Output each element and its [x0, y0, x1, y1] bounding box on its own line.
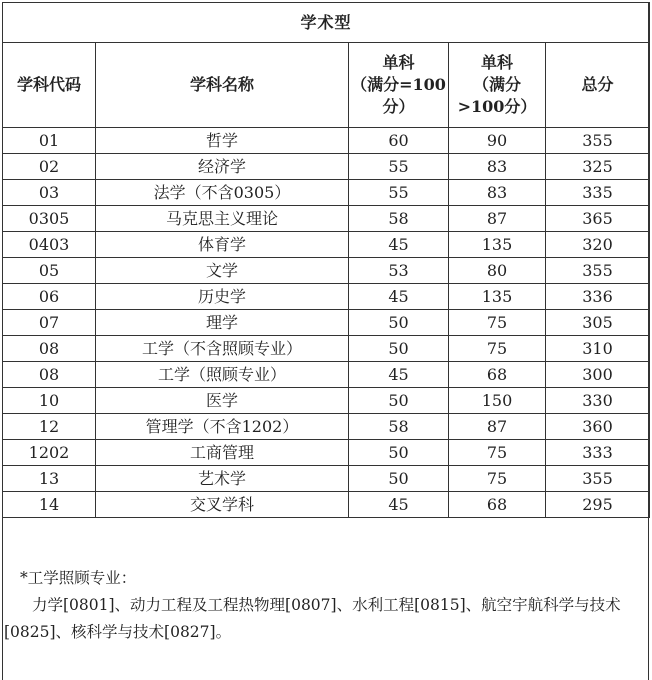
cell-code: 12 [3, 414, 96, 440]
cell-single-over-100: 75 [449, 310, 546, 336]
header-code: 学科代码 [3, 43, 96, 128]
cell-name: 管理学（不含1202） [96, 414, 349, 440]
cell-single-100: 53 [349, 258, 449, 284]
cell-single-over-100: 68 [449, 492, 546, 518]
header-single-100 [349, 43, 449, 128]
note-block [4, 565, 644, 646]
cell-single-over-100: 75 [449, 440, 546, 466]
cell-single-over-100: 75 [449, 336, 546, 362]
cell-single-over-100: 90 [449, 128, 546, 154]
cell-single-100: 50 [349, 310, 449, 336]
cell-single-100: 45 [349, 492, 449, 518]
cell-single-over-100: 135 [449, 284, 546, 310]
table-row [3, 492, 650, 518]
header-name: 学科名称 [96, 43, 349, 128]
cell-single-100: 50 [349, 388, 449, 414]
cell-code: 05 [3, 258, 96, 284]
cell-code: 14 [3, 492, 96, 518]
table-row [3, 362, 650, 388]
cell-code: 01 [3, 128, 96, 154]
cell-total: 295 [546, 492, 650, 518]
cell-name: 法学（不含0305） [96, 180, 349, 206]
header-single-over-100 [449, 43, 546, 128]
cell-total: 300 [546, 362, 650, 388]
cell-code: 07 [3, 310, 96, 336]
table-row [3, 232, 650, 258]
cell-name: 马克思主义理论 [96, 206, 349, 232]
header-single-100-line3: 分） [382, 97, 415, 116]
header-single-over-100-line1: 单科 [480, 53, 513, 72]
table-row [3, 206, 650, 232]
table-row [3, 388, 650, 414]
cell-name: 体育学 [96, 232, 349, 258]
header-single-100-line2: （满分=100 [351, 75, 446, 94]
table-body [3, 128, 650, 518]
table-row [3, 128, 650, 154]
cell-code: 0305 [3, 206, 96, 232]
cell-code: 10 [3, 388, 96, 414]
cell-total: 335 [546, 180, 650, 206]
cell-code: 08 [3, 362, 96, 388]
cell-single-over-100: 83 [449, 180, 546, 206]
cell-single-100: 58 [349, 206, 449, 232]
cell-code: 03 [3, 180, 96, 206]
cell-code: 13 [3, 466, 96, 492]
cell-name: 经济学 [96, 154, 349, 180]
cell-total: 355 [546, 466, 650, 492]
cell-single-100: 60 [349, 128, 449, 154]
cell-single-100: 50 [349, 336, 449, 362]
header-single-over-100-line3: >100分） [457, 97, 537, 116]
cell-total: 355 [546, 128, 650, 154]
table-row [3, 414, 650, 440]
cell-single-100: 45 [349, 284, 449, 310]
cell-total: 305 [546, 310, 650, 336]
table-row [3, 466, 650, 492]
cell-single-100: 45 [349, 362, 449, 388]
cell-total: 330 [546, 388, 650, 414]
cell-single-over-100: 150 [449, 388, 546, 414]
cell-name: 工商管理 [96, 440, 349, 466]
note-body: 力学[0801]、动力工程及工程热物理[0807]、水利工程[0815]、航空宇航科学与技术[0825]、核科学与技术[0827]。 [4, 596, 621, 641]
cell-single-over-100: 87 [449, 206, 546, 232]
cell-code: 0403 [3, 232, 96, 258]
cell-single-over-100: 135 [449, 232, 546, 258]
cell-single-over-100: 68 [449, 362, 546, 388]
cell-single-100: 45 [349, 232, 449, 258]
cell-single-over-100: 83 [449, 154, 546, 180]
cell-name: 医学 [96, 388, 349, 414]
cell-total: 325 [546, 154, 650, 180]
score-table [2, 2, 650, 518]
cell-code: 1202 [3, 440, 96, 466]
cell-single-100: 55 [349, 180, 449, 206]
header-single-100-line1: 单科 [382, 53, 415, 72]
cell-name: 理学 [96, 310, 349, 336]
header-single-over-100-line2: （满分 [472, 75, 521, 94]
cell-code: 08 [3, 336, 96, 362]
cell-name: 工学（不含照顾专业） [96, 336, 349, 362]
cell-name: 历史学 [96, 284, 349, 310]
table-row [3, 154, 650, 180]
table-row [3, 180, 650, 206]
table-row [3, 310, 650, 336]
cell-code: 02 [3, 154, 96, 180]
cell-name: 工学（照顾专业） [96, 362, 349, 388]
cell-total: 355 [546, 258, 650, 284]
cell-single-100: 58 [349, 414, 449, 440]
cell-total: 365 [546, 206, 650, 232]
cell-single-100: 50 [349, 440, 449, 466]
cell-code: 06 [3, 284, 96, 310]
cell-total: 320 [546, 232, 650, 258]
table-title: 学术型 [3, 3, 650, 43]
cell-total: 333 [546, 440, 650, 466]
table-header-row [3, 43, 650, 128]
cell-name: 交叉学科 [96, 492, 349, 518]
table-row [3, 440, 650, 466]
cell-single-100: 50 [349, 466, 449, 492]
cell-name: 哲学 [96, 128, 349, 154]
cell-name: 艺术学 [96, 466, 349, 492]
table-row [3, 258, 650, 284]
table-title-row [3, 3, 650, 43]
cell-single-over-100: 75 [449, 466, 546, 492]
table-row [3, 336, 650, 362]
cell-total: 310 [546, 336, 650, 362]
cell-total: 336 [546, 284, 650, 310]
header-total: 总分 [546, 43, 650, 128]
cell-name: 文学 [96, 258, 349, 284]
cell-single-over-100: 80 [449, 258, 546, 284]
cell-total: 360 [546, 414, 650, 440]
cell-single-100: 55 [349, 154, 449, 180]
note-heading: *工学照顾专业： [20, 569, 137, 587]
table-row [3, 284, 650, 310]
cell-single-over-100: 87 [449, 414, 546, 440]
